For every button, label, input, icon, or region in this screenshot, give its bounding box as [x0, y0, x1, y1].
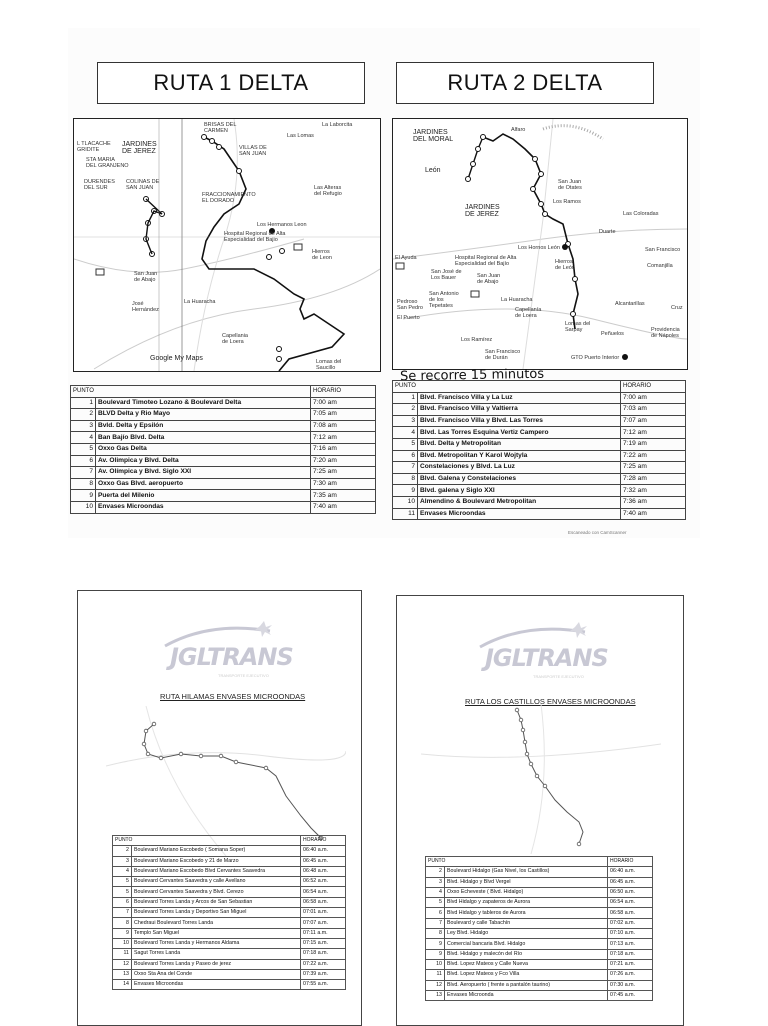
route-stop — [219, 754, 223, 758]
route-stop — [476, 147, 481, 152]
table-row: 4 Boulevard Mariano Escobedo Blvd Cervantes Saavedra 06:48 a.m. — [113, 866, 346, 876]
map-label-colinas: COLINAS DE SAN JUAN — [126, 179, 160, 191]
table-row: 3 Blvd. Francisco Villa y Blvd. Las Torres 7:07 am — [393, 415, 686, 427]
col-punto: PUNTO — [393, 381, 621, 393]
table-row: 2 Boulevard Mariano Escobedo ( Somana Soper) 06:40 a.m. — [113, 846, 346, 856]
route-stop — [481, 135, 486, 140]
ruta2-schedule-table — [392, 380, 686, 520]
map-label-hospital: Hospital Regional de Alta Especialidad del Bajio — [224, 231, 286, 243]
route-stop — [217, 145, 222, 150]
route-stop — [539, 202, 544, 207]
map-label-jose-hernandez: José Hernández — [132, 301, 159, 313]
table-row: 5 Oxxo Gas Delta 7:16 am — [71, 443, 376, 455]
map-label-los-hornos: Los Hornos León — [518, 245, 560, 251]
map-label-la-huaracha2: La Huaracha — [501, 297, 533, 303]
map-label-los-ramirez: Los Ramírez — [461, 337, 493, 343]
table-row: 5 Boulevard Cervantes Saavedra y Blvd. Cerezo 06:54 a.m. — [113, 887, 346, 897]
table-row: 8 Oxxo Gas Blvd. aeropuerto 7:30 am — [71, 478, 376, 490]
table-row: 5 Blvd Hidalgo y zapateros de Aurora 06:54 a.m. — [426, 898, 653, 908]
col-horario: HORARIO — [301, 836, 346, 846]
hilamas-schedule-table — [112, 835, 346, 990]
map-label-el-dorado: FRACCIONAMIENTO EL DORADO — [202, 192, 256, 204]
map-label-las-coloradas: Las Coloradas — [623, 211, 659, 217]
table-row: 14 Envases Microondas 07:55 a.m. — [113, 980, 346, 990]
table-header-row — [113, 836, 346, 846]
table-row: 10 Blvd. Lopez Mateos y Calle Nueva 07:21 a.m. — [426, 959, 653, 969]
table-row: 2 Boulevard Hidalgo (Gas Nivel, los Castillos) 06:40 a.m. — [426, 867, 653, 877]
table-row: 11 Sagut Torres Landa 07:18 a.m. — [113, 949, 346, 959]
table-row: 3 Boulevard Mariano Escobedo y 21 de Marzo 06:45 a.m. — [113, 856, 346, 866]
table-row: 10 Almendino & Boulevard Metropolitan 7:36 am — [393, 496, 686, 508]
map-label-hermanos-leon: Los Hermanos Leon — [257, 222, 307, 228]
table-row: 6 Blvd. Metropolitan Y Karol Wojtyla 7:22 am — [393, 450, 686, 462]
col-punto: PUNTO — [71, 386, 311, 398]
hilamas-logo-text: JGLTRANS — [170, 643, 293, 671]
route-stop — [571, 312, 576, 317]
map-label-cruz: Cruz — [671, 305, 683, 311]
route-stop — [523, 740, 527, 744]
table-row: 8 Blvd. Galena y Constelaciones 7:28 am — [393, 473, 686, 485]
map-label-san-francisco: San Francisco — [645, 247, 681, 253]
ruta1-map — [73, 118, 381, 372]
route-stop — [535, 774, 539, 778]
table-row: 1 Blvd. Francisco Villa y La Luz 7:00 am — [393, 392, 686, 404]
map-label-sta-maria: STA MARIA DEL GRANJENO — [86, 157, 129, 169]
route-stop — [277, 357, 282, 362]
route-stop — [573, 277, 578, 282]
route-stop — [543, 212, 548, 217]
map-label-brisas-del-carmen: BRISAS DEL CARMEN — [204, 122, 237, 134]
ruta1-schedule-table — [70, 385, 376, 514]
map-label-tlacache: L TLACACHE GRIDITE — [77, 141, 111, 153]
map-label-la-huaracha: La Huaracha — [184, 299, 216, 305]
table-row: 4 Ban Bajío Blvd. Delta 7:12 am — [71, 432, 376, 444]
table-row: 5 Boulevard Cervantes Saavedra y calle Avellano 06:52 a.m. — [113, 877, 346, 887]
route-stop — [280, 249, 285, 254]
route-stop — [466, 177, 471, 182]
table-row: 9 Comercial bancaria Blvd. Hidalgo 07:13 a.m. — [426, 939, 653, 949]
map-label-capellania: Capellania de Loera — [222, 333, 248, 345]
ruta2-title-box — [396, 62, 654, 104]
table-row: 8 Ley Blvd. Hidalgo 07:10 a.m. — [426, 929, 653, 939]
castillos-route-map — [421, 704, 661, 854]
table-row: 3 Blvd. Hidalgo y Blvd Vergel 06:45 a.m. — [426, 877, 653, 887]
hilamas-route-map — [106, 706, 346, 856]
hilamas-page — [77, 590, 362, 1026]
map-label-gto-puerto: GTO Puerto Interior — [571, 355, 620, 361]
castillos-route-line — [517, 710, 583, 844]
map-label-los-ramos: Los Ramos — [553, 199, 581, 205]
castillos-route-title: RUTA LOS CASTILLOS ENVASES MICROONDAS — [465, 697, 636, 706]
ruta2-map — [392, 118, 688, 370]
table-row: 8 Chedraui Boulevard Torres Landa 07:07 a.m. — [113, 918, 346, 928]
map-label-el-puerto: El Puerto — [397, 315, 420, 321]
scanner-watermark: Escaneado con CamScanner — [568, 530, 627, 535]
table-row: 6 Blvd Hidalgo y tableros de Aurora 06:58 a.m. — [426, 908, 653, 918]
route-stop — [471, 162, 476, 167]
table-row: 13 Oxxo Sta Ana del Conde 07:39 a.m. — [113, 969, 346, 979]
table-header-row — [426, 857, 653, 867]
map-label-san-antonio: San Antonio de los Tepetates — [429, 291, 459, 309]
map-label-duarte: Duarte — [599, 229, 616, 235]
map-label-san-juan-de-abajo: San Juan de Abajo — [134, 271, 158, 283]
route-stop — [159, 756, 163, 760]
route-stop — [264, 766, 268, 770]
col-punto: PUNTO — [113, 836, 301, 846]
col-horario: HORARIO — [311, 386, 376, 398]
castillos-schedule-table — [425, 856, 653, 1001]
table-row: 10 Boulevard Torres Landa y Hermanos Aldama 07:15 a.m. — [113, 938, 346, 948]
table-row: 11 Envases Microondas 7:40 am — [393, 508, 686, 520]
route-stop — [234, 760, 238, 764]
table-header-row — [71, 386, 376, 398]
route-stop — [179, 752, 183, 756]
route-stop — [202, 135, 207, 140]
route-stop — [525, 752, 529, 756]
table-row: 9 Puerta del Milenio 7:35 am — [71, 490, 376, 502]
table-row: 1 Boulevard Timoteo Lozano & Boulevard Delta 7:00 am — [71, 397, 376, 409]
map-label-alfaro: Alfaro — [511, 127, 526, 133]
route-stop — [519, 718, 523, 722]
route-stop — [210, 139, 215, 144]
table-row: 2 BLVD Delta y Rio Mayo 7:05 am — [71, 409, 376, 421]
route-stop — [531, 187, 536, 192]
table-row: 9 Templo San Miguel 07:11 a.m. — [113, 928, 346, 938]
map-label-las-alteras: Las Alteras del Refugio — [314, 185, 342, 197]
hilamas-route-title: RUTA HILAMAS ENVASES MICROONDAS — [160, 692, 306, 701]
map-label-comanjilla: Comanjilla — [647, 263, 673, 269]
route-stop — [146, 752, 150, 756]
ruta2-map-drawing — [393, 119, 687, 369]
table-header-row — [393, 381, 686, 393]
ruta1-title-box — [97, 62, 365, 104]
map-label-hierros: Hierros de Leon — [312, 249, 332, 261]
map-label-leon: León — [425, 167, 441, 174]
castillos-logo-subtitle: TRANSPORTE EJECUTIVO — [533, 674, 584, 679]
col-punto: PUNTO — [426, 857, 608, 867]
map-label-san-juan-abajo: San Juan de Abajo — [477, 273, 501, 285]
route-stop — [515, 708, 519, 712]
table-row: 13 Envases Microonda 07:45 a.m. — [426, 990, 653, 1000]
map-label-providencia: Providencia de Nápoles — [651, 327, 680, 339]
route-stop — [543, 784, 547, 788]
table-row: 6 Av. Olimpica y Blvd. Delta 7:20 am — [71, 455, 376, 467]
table-row: 4 Blvd. Las Torres Esquina Vertiz Campero 7:12 am — [393, 427, 686, 439]
route-stop — [539, 172, 544, 177]
table-row: 4 Oxxo Echeveste ( Blvd. Hidalgo) 06:50 a.m. — [426, 887, 653, 897]
map-label-hierros2: Hierros de León — [555, 259, 575, 271]
route-stop — [142, 742, 146, 746]
route-stop — [277, 347, 282, 352]
route-stop — [533, 157, 538, 162]
table-row: 9 Blvd. Hidalgo y malecón del Río 07:18 a.m. — [426, 949, 653, 959]
table-row: 9 Blvd. galena y Siglo XXI 7:32 am — [393, 485, 686, 497]
table-row: 12 Boulevard Torres Landa y Paseo de jerez 07:22 a.m. — [113, 959, 346, 969]
route-stop — [144, 729, 148, 733]
table-row: 3 Bvld. Delta y Epsilón 7:08 am — [71, 420, 376, 432]
table-row: 10 Envases Microondas 7:40 am — [71, 501, 376, 513]
route-stop — [577, 842, 581, 846]
table-row: 12 Blvd. Aeropuerto ( frente a pantalón taurino) 07:30 a.m. — [426, 980, 653, 990]
hilamas-logo-subtitle: TRANSPORTE EJECUTIVO — [218, 673, 269, 678]
route-stop — [152, 722, 156, 726]
table-row: 2 Blvd. Francisco Villa y Valtierra 7:03 am — [393, 404, 686, 416]
col-horario: HORARIO — [608, 857, 653, 867]
table-row: 6 Boulevard Torres Landa y Arcos de San Sebastian 06:58 a.m. — [113, 897, 346, 907]
map-label-villas-de-san-juan: VILLAS DE SAN JUAN — [239, 145, 267, 157]
table-row: 5 Blvd. Delta y Metropolitan 7:19 am — [393, 438, 686, 450]
map-label-alcantarillas: Alcantarillas — [615, 301, 645, 307]
map-label-penuelos: Peñuelos — [601, 331, 624, 337]
map-label-jardines-de-jerez: JARDINES DE JEREZ — [465, 204, 500, 218]
map-label-jardines-del-moral: JARDINES DEL MORAL — [413, 129, 454, 143]
table-row: 7 Boulevard y calle Tabachín 07:02 a.m. — [426, 918, 653, 928]
map-label-capellania2: Capellanía de Loera — [515, 307, 542, 319]
map-label-las-lomas: Las Lomas — [287, 133, 314, 139]
route-stop — [529, 762, 533, 766]
col-horario: HORARIO — [621, 381, 686, 393]
map-label-hospital2: Hospital Regional de Alta Especialidad del Bajío — [455, 255, 517, 267]
map-label-el-ayuda: El Ayuda — [395, 255, 417, 261]
table-row: 7 Constelaciones y Blvd. La Luz 7:25 am — [393, 462, 686, 474]
handwritten-note: Se recorre 15 minutos — [399, 366, 545, 385]
hilamas-route-line — [144, 724, 321, 838]
map-label-pedroso: Pedroso San Pedro — [397, 299, 423, 311]
map-label-san-jose: San José de Los Bauer — [431, 269, 462, 281]
ruta2-title: RUTA 2 DELTA — [447, 70, 603, 95]
map-label-san-juan-otates: San Juan de Otates — [558, 179, 582, 191]
table-row: 7 Boulevard Torres Landa y Deportivo San Miguel 07:01 a.m. — [113, 908, 346, 918]
ruta1-title: RUTA 1 DELTA — [153, 70, 309, 95]
route-stop — [237, 169, 242, 174]
map-label-lomas-sarpay: Lomas del Sarpay — [565, 321, 591, 333]
map-label-san-francisco-duran: San Francisco de Durán — [485, 349, 521, 361]
map-label-la-laborcita: La Laborcita — [322, 122, 353, 128]
route-stop — [267, 255, 272, 260]
map-label-lomas-del-saucillo: Lomas del Saucillo — [316, 359, 342, 371]
table-row: 11 Blvd. Lopez Mateos y Fco Villa 07:26 a.m. — [426, 970, 653, 980]
castillos-page — [396, 595, 684, 1026]
map-attribution: Google My Maps — [150, 355, 203, 362]
castillos-logo-text: JGLTRANS — [485, 644, 608, 672]
map-label-durendes: DURENDES DEL SUR — [84, 179, 115, 191]
table-row: 7 Av. Olímpica y Blvd. Siglo XXI 7:25 am — [71, 467, 376, 479]
map-label-jardines-de-jerez: JARDINES DE JEREZ — [122, 141, 157, 155]
route-stop — [199, 754, 203, 758]
route-stop — [521, 728, 525, 732]
